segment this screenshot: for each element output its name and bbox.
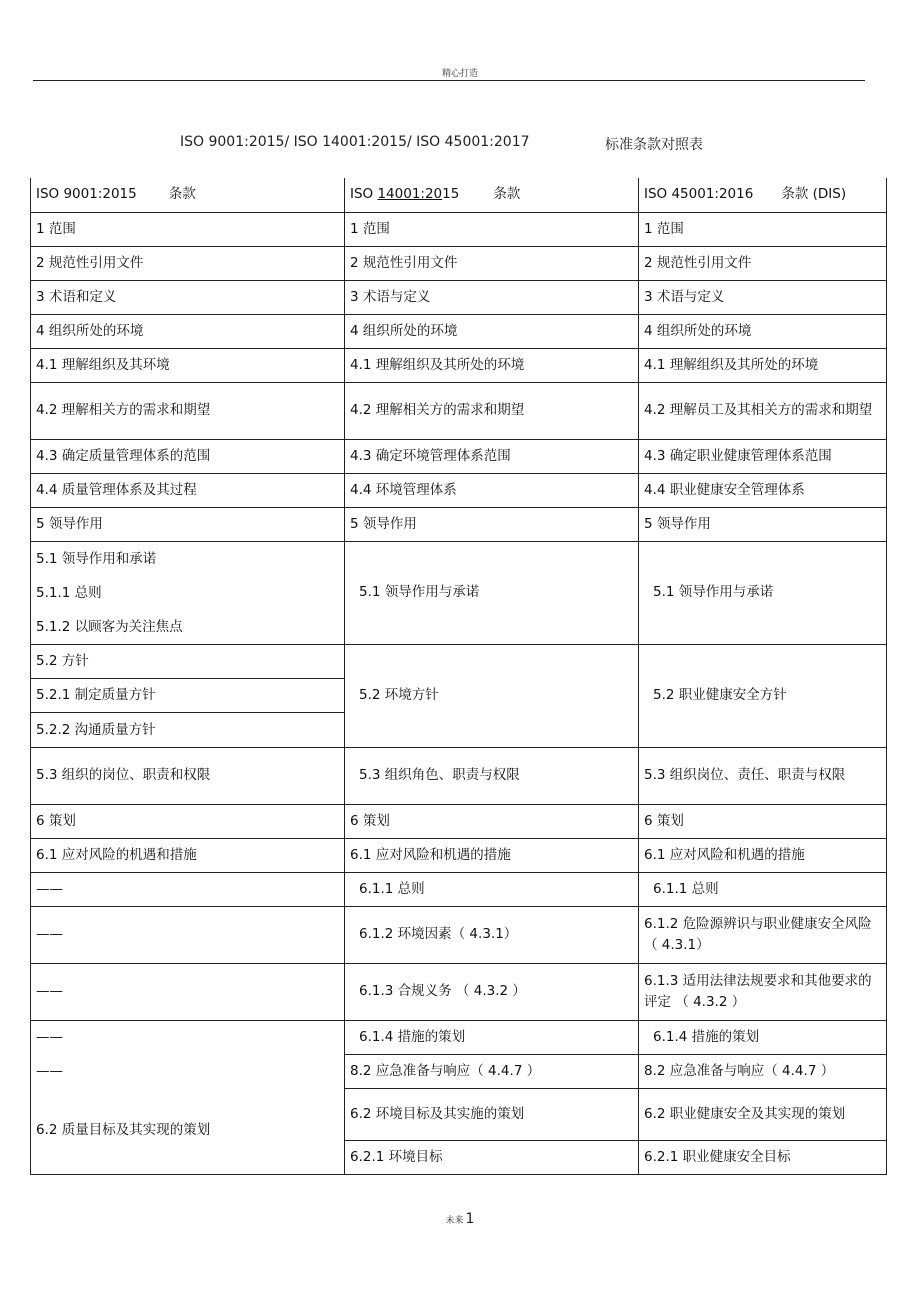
clause-line: 5.1.1 总则 <box>36 584 102 601</box>
table-row <box>31 838 887 872</box>
table-cell: 8.2 应急准备与响应（ 4.4.7 ） <box>639 1054 887 1088</box>
table-cell: 5.2 职业健康安全方针 <box>639 644 887 747</box>
table-cell: 5 领导作用 <box>639 507 887 541</box>
table-row <box>31 280 887 314</box>
clause-line: 5.2.2 沟通质量方针 <box>36 721 156 738</box>
table-row <box>31 1020 887 1054</box>
table-cell: 6 策划 <box>639 804 887 838</box>
table-cell: 4.3 确定质量管理体系的范围 <box>31 439 345 473</box>
table-cell: 2 规范性引用文件 <box>31 246 345 280</box>
table-row <box>31 382 887 439</box>
table-row <box>31 644 887 747</box>
page-header-text: 精心打造 <box>441 69 478 79</box>
clause-line: 5.2 方针 <box>31 645 344 679</box>
clause-comparison-table <box>30 178 887 1175</box>
table-row <box>31 747 887 804</box>
table-cell: 1 范围 <box>345 212 639 246</box>
table-cell: —— <box>31 906 345 963</box>
table-cell: 6.2.1 职业健康安全目标 <box>639 1140 887 1174</box>
table-cell: 6.1.2 环境因素（ 4.3.1） <box>345 906 639 963</box>
table-cell: 5.1 领导作用与承诺 <box>345 541 639 644</box>
table-row <box>31 804 887 838</box>
table-row <box>31 1088 887 1140</box>
table-cell: 4.3 确定环境管理体系范围 <box>345 439 639 473</box>
footer-label: 未来 <box>445 1216 464 1226</box>
table-row <box>31 246 887 280</box>
table-cell: 4.1 理解组织及其所处的环境 <box>639 348 887 382</box>
page-number: 1 <box>465 1211 475 1227</box>
table-cell: 4.2 理解相关方的需求和期望 <box>345 382 639 439</box>
table-cell: 5.3 组织岗位、责任、职责与权限 <box>639 747 887 804</box>
table-cell: 2 规范性引用文件 <box>639 246 887 280</box>
table-cell: 4 组织所处的环境 <box>639 314 887 348</box>
table-cell: 6.1.3 合规义务 （ 4.3.2 ） <box>345 963 639 1020</box>
table-cell: 5.3 组织的岗位、职责和权限 <box>31 747 345 804</box>
table-cell: 6.1.1 总则 <box>345 872 639 906</box>
table-cell: 5.3 组织角色、职责与权限 <box>345 747 639 804</box>
table-cell: 4.2 理解相关方的需求和期望 <box>31 382 345 439</box>
table-cell: 4 组织所处的环境 <box>31 314 345 348</box>
table-cell: 3 术语与定义 <box>639 280 887 314</box>
table-cell <box>31 541 345 644</box>
table-cell: 4 组织所处的环境 <box>345 314 639 348</box>
table-cell: 6.1 应对风险和机遇的措施 <box>639 838 887 872</box>
table-row <box>31 1054 887 1088</box>
table-row <box>31 906 887 963</box>
table-row <box>31 473 887 507</box>
table-cell: —— <box>31 963 345 1020</box>
table-cell: 6 策划 <box>345 804 639 838</box>
table-cell <box>31 644 345 747</box>
document-title-standards: ISO 9001:2015/ ISO 14001:2015/ ISO 45001:2017 <box>180 134 530 150</box>
table-cell: 4.2 理解员工及其相关方的需求和期望 <box>639 382 887 439</box>
table-row <box>31 541 887 644</box>
table-cell: 5 领导作用 <box>31 507 345 541</box>
table-cell: 8.2 应急准备与响应（ 4.4.7 ） <box>345 1054 639 1088</box>
clause-line: 5.1 领导作用和承诺 <box>36 550 157 567</box>
table-header-row <box>31 178 887 212</box>
page-footer <box>0 1211 920 1227</box>
clause-line: 5.1.2 以顾客为关注焦点 <box>36 618 183 635</box>
header-rule <box>33 80 865 81</box>
table-row <box>31 212 887 246</box>
table-row <box>31 348 887 382</box>
table-row <box>31 439 887 473</box>
table-cell: 6.2.1 环境目标 <box>345 1140 639 1174</box>
table-cell: 5 领导作用 <box>345 507 639 541</box>
table-row <box>31 963 887 1020</box>
document-title-label: 标准条款对照表 <box>605 137 703 153</box>
table-cell: 1 范围 <box>639 212 887 246</box>
table-cell: —— <box>31 1054 345 1088</box>
table-cell: 5.2 环境方针 <box>345 644 639 747</box>
table-cell: 4.4 环境管理体系 <box>345 473 639 507</box>
table-cell: —— <box>31 872 345 906</box>
table-cell: 6.1.4 措施的策划 <box>345 1020 639 1054</box>
table-cell: 5.1 领导作用与承诺 <box>639 541 887 644</box>
header-cell-iso45001: ISO 45001:2016 条款 (DIS) <box>639 178 887 212</box>
table-cell: 3 术语和定义 <box>31 280 345 314</box>
table-cell: 4.1 理解组织及其环境 <box>31 348 345 382</box>
table-cell: 6.1.1 总则 <box>639 872 887 906</box>
table-cell: 6.1 应对风险的机遇和措施 <box>31 838 345 872</box>
table-row <box>31 314 887 348</box>
table-cell: —— <box>31 1020 345 1054</box>
table-cell: 6.2 职业健康安全及其实现的策划 <box>639 1088 887 1140</box>
table-cell: 4.1 理解组织及其所处的环境 <box>345 348 639 382</box>
table-cell: 6.1.4 措施的策划 <box>639 1020 887 1054</box>
table-cell: 6.2 质量目标及其实现的策划 <box>31 1088 345 1174</box>
clause-line: 5.2.1 制定质量方针 <box>31 679 344 713</box>
header-cell-iso9001: ISO 9001:2015 条款 <box>31 178 345 212</box>
table-cell: 6.1.2 危险源辨识与职业健康安全风险（ 4.3.1） <box>639 906 887 963</box>
header-cell-iso14001: ISO 14001:2015 条款 <box>345 178 639 212</box>
table-cell: 6.2 环境目标及其实施的策划 <box>345 1088 639 1140</box>
table-cell: 3 术语与定义 <box>345 280 639 314</box>
table-cell: 2 规范性引用文件 <box>345 246 639 280</box>
table-cell: 4.3 确定职业健康管理体系范围 <box>639 439 887 473</box>
table-cell: 6.1.3 适用法律法规要求和其他要求的评定 （ 4.3.2 ） <box>639 963 887 1020</box>
table-row <box>31 507 887 541</box>
table-row <box>31 872 887 906</box>
table-cell: 4.4 职业健康安全管理体系 <box>639 473 887 507</box>
table-cell: 1 范围 <box>31 212 345 246</box>
table-cell: 6.1 应对风险和机遇的措施 <box>345 838 639 872</box>
table-cell: 6 策划 <box>31 804 345 838</box>
table-cell: 4.4 质量管理体系及其过程 <box>31 473 345 507</box>
